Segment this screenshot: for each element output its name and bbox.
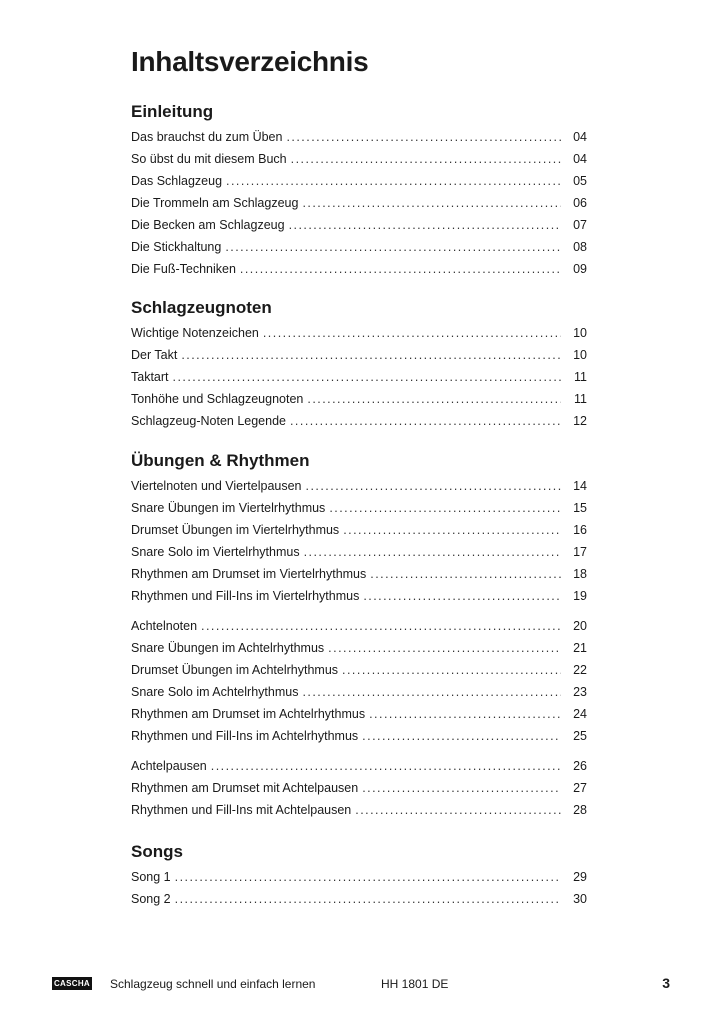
toc-entry-label: Die Trommeln am Schlagzeug <box>131 196 299 210</box>
toc-entry-page: 28 <box>573 803 587 817</box>
dot-leader <box>307 388 561 410</box>
toc-entry[interactable] <box>131 563 587 585</box>
toc-entry-page: 07 <box>573 218 587 232</box>
toc-entry-label: Snare Solo im Achtelrhythmus <box>131 685 299 699</box>
dot-leader <box>291 148 561 170</box>
footer-book-title: Schlagzeug schnell und einfach lernen <box>110 977 316 991</box>
toc-entry-page: 29 <box>573 870 587 884</box>
dot-leader <box>263 322 561 344</box>
toc-entry[interactable] <box>131 888 587 910</box>
dot-leader <box>304 541 561 563</box>
toc-entry-page: 18 <box>573 567 587 581</box>
page-number: 3 <box>662 975 670 991</box>
toc-entry-page: 09 <box>573 262 587 276</box>
toc-entry[interactable] <box>131 170 587 192</box>
toc-entry-page: 04 <box>573 130 587 144</box>
toc-entry[interactable] <box>131 637 587 659</box>
toc-entry[interactable] <box>131 541 587 563</box>
dot-leader <box>343 519 561 541</box>
toc-entry-label: Schlagzeug-Noten Legende <box>131 414 286 428</box>
toc-entry[interactable] <box>131 519 587 541</box>
toc-entry[interactable] <box>131 799 587 821</box>
page-footer <box>52 975 670 993</box>
dot-leader <box>181 344 561 366</box>
toc-entry-page: 16 <box>573 523 587 537</box>
toc-entry-label: Der Takt <box>131 348 178 362</box>
toc-entry[interactable] <box>131 236 587 258</box>
toc-entry-label: Das brauchst du zum Üben <box>131 130 283 144</box>
toc-entry-label: Rhythmen und Fill-Ins im Achtelrhythmus <box>131 729 359 743</box>
toc-entry-page: 06 <box>573 196 587 210</box>
toc-entry-page: 10 <box>573 326 587 340</box>
toc-entry-label: Rhythmen und Fill-Ins im Viertelrhythmus <box>131 589 360 603</box>
toc-entry-page: 22 <box>573 663 587 677</box>
toc-entry-page: 21 <box>573 641 587 655</box>
toc-entry-label: Rhythmen am Drumset im Viertelrhythmus <box>131 567 367 581</box>
toc-entry-label: Achtelpausen <box>131 759 207 773</box>
toc-entry-page: 23 <box>573 685 587 699</box>
toc-entry[interactable] <box>131 126 587 148</box>
dot-leader <box>173 366 561 388</box>
toc-entry-label: Die Becken am Schlagzeug <box>131 218 285 232</box>
dot-leader <box>362 725 561 747</box>
toc-entry-label: Viertelnoten und Viertelpausen <box>131 479 302 493</box>
toc-entry[interactable] <box>131 322 587 344</box>
toc-entry[interactable] <box>131 497 587 519</box>
dot-leader <box>175 866 561 888</box>
toc-entry[interactable] <box>131 258 587 280</box>
toc-entry-label: Drumset Übungen im Viertelrhythmus <box>131 523 340 537</box>
toc-entry-page: 12 <box>573 414 587 428</box>
toc-entry-label: Tonhöhe und Schlagzeugnoten <box>131 392 304 406</box>
toc-entry-label: Song 2 <box>131 892 171 906</box>
toc-section-schlagzeugnoten <box>131 296 587 432</box>
page-title: Inhaltsverzeichnis <box>131 46 369 77</box>
footer-order-code: HH 1801 DE <box>381 977 449 991</box>
toc-entry[interactable] <box>131 366 587 388</box>
dot-leader <box>362 777 561 799</box>
toc-entry-page: 10 <box>573 348 587 362</box>
section-heading: Schlagzeugnoten <box>131 298 272 317</box>
dot-leader <box>302 681 561 703</box>
toc-entry-label: Snare Übungen im Viertelrhythmus <box>131 501 326 515</box>
toc-entry-page: 04 <box>573 152 587 166</box>
dot-leader <box>175 888 561 910</box>
toc-entry-page: 26 <box>573 759 587 773</box>
toc-entry-label: Die Stickhaltung <box>131 240 222 254</box>
dot-leader <box>363 585 561 607</box>
dot-leader <box>342 659 561 681</box>
toc-entry-page: 20 <box>573 619 587 633</box>
toc-entry-page: 27 <box>573 781 587 795</box>
toc-entry[interactable] <box>131 703 587 725</box>
toc-entry-page: 17 <box>573 545 587 559</box>
toc-entry-label: Rhythmen und Fill-Ins mit Achtelpausen <box>131 803 352 817</box>
toc-entry-page: 14 <box>573 479 587 493</box>
toc-entry-label: Wichtige Notenzeichen <box>131 326 259 340</box>
toc-entry-page: 24 <box>573 707 587 721</box>
dot-leader <box>328 637 561 659</box>
toc-entry-page: 11 <box>574 392 587 406</box>
toc-entry[interactable] <box>131 192 587 214</box>
section-heading: Songs <box>131 842 183 861</box>
toc-entry-label: Rhythmen am Drumset im Achtelrhythmus <box>131 707 366 721</box>
dot-leader <box>369 703 561 725</box>
toc-entry-page: 11 <box>574 370 587 384</box>
toc-entry-page: 25 <box>573 729 587 743</box>
toc-entry[interactable] <box>131 475 587 497</box>
toc-entry-page: 19 <box>573 589 587 603</box>
toc-entry[interactable] <box>131 344 587 366</box>
toc-entry-page: 15 <box>573 501 587 515</box>
toc-entry-label: Song 1 <box>131 870 171 884</box>
toc-entry[interactable] <box>131 410 587 432</box>
toc-entry-page: 05 <box>573 174 587 188</box>
toc-section-songs <box>131 840 587 910</box>
toc-entry[interactable] <box>131 388 587 410</box>
dot-leader <box>302 192 561 214</box>
toc-entry[interactable] <box>131 866 587 888</box>
toc-entry-label: Drumset Übungen im Achtelrhythmus <box>131 663 339 677</box>
toc-entry-label: Rhythmen am Drumset mit Achtelpausen <box>131 781 359 795</box>
toc-entry-label: Die Fuß-Techniken <box>131 262 236 276</box>
section-heading: Übungen & Rhythmen <box>131 451 310 470</box>
toc-entry[interactable] <box>131 659 587 681</box>
section-heading: Einleitung <box>131 102 214 121</box>
toc-entry-label: Snare Übungen im Achtelrhythmus <box>131 641 325 655</box>
toc-entry[interactable] <box>131 725 587 747</box>
toc-entry-page: 30 <box>573 892 587 906</box>
toc-entry-page: 08 <box>573 240 587 254</box>
toc-entry[interactable] <box>131 615 587 637</box>
toc-entry[interactable] <box>131 214 587 236</box>
dot-leader <box>329 497 561 519</box>
toc-entry[interactable] <box>131 755 587 777</box>
dot-leader <box>355 799 561 821</box>
toc-entry[interactable] <box>131 585 587 607</box>
dot-leader <box>240 258 561 280</box>
toc-entry[interactable] <box>131 681 587 703</box>
toc-entry-label: Das Schlagzeug <box>131 174 223 188</box>
dot-leader <box>370 563 561 585</box>
dot-leader <box>201 615 561 637</box>
publisher-logo: CASCHA <box>53 979 91 988</box>
toc-entry[interactable] <box>131 777 587 799</box>
toc-entry-label: So übst du mit diesem Buch <box>131 152 287 166</box>
toc-entry[interactable] <box>131 148 587 170</box>
dot-leader <box>289 214 561 236</box>
toc-entry-label: Snare Solo im Viertelrhythmus <box>131 545 300 559</box>
dot-leader <box>290 410 561 432</box>
dot-leader <box>211 755 561 777</box>
dot-leader <box>225 236 561 258</box>
toc-section-einleitung <box>131 100 587 280</box>
toc-entry-label: Achtelnoten <box>131 619 198 633</box>
dot-leader <box>306 475 561 497</box>
toc-entry-label: Taktart <box>131 370 169 384</box>
dot-leader <box>286 126 561 148</box>
dot-leader <box>226 170 561 192</box>
toc-section-uebungen-rhythmen <box>131 449 587 821</box>
